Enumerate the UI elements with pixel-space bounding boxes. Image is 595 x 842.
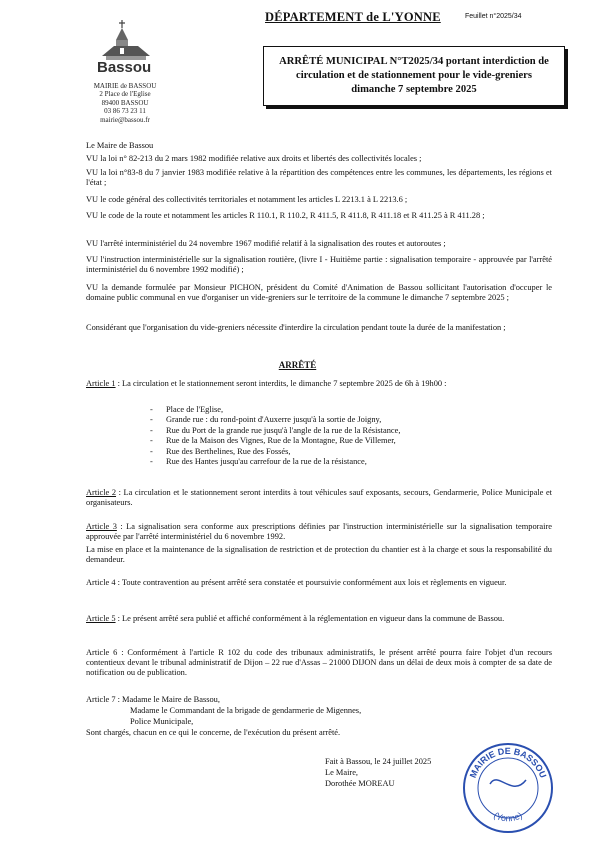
mairie-name: MAIRIE de BASSOU xyxy=(93,82,157,90)
department-heading: DÉPARTEMENT de L'YONNE xyxy=(265,10,441,24)
arrete-heading: ARRÊTÉ xyxy=(278,360,317,370)
svg-text:(Yonne) xyxy=(492,810,524,823)
vu-paragraph-4: VU le code de la route et notamment les articles R 110.1, R 110.2, R 411.5, R 411.8, R 411.18 et R 411.25 à R 411.28 ; xyxy=(86,211,485,220)
article-7-line-1: Article 7 : Madame le Maire de Bassou, xyxy=(86,695,220,704)
street-item: - Rue du Port de la grande rue jusqu'à l'angle de la rue de la Résistance, xyxy=(150,426,400,436)
article-1 xyxy=(86,379,552,389)
article-6: Article 6 : Conformément à l'article R 102 du code des tribunaux administratifs, le présent arrêté pourra faire l'objet d'un recours contentieux devant le tribunal administratif de Dijon – 22 rue d'Assas – 21000 DIJON dans un délai de deux mois à compter de sa date de notification ou de publication. xyxy=(86,648,552,678)
title-line-2: circulation et de stationnement pour le vide-greniers xyxy=(296,70,532,81)
article-2-label: Article 2 xyxy=(86,488,117,497)
article-3-label: Article 3 xyxy=(86,522,117,531)
article-3-text: : La signalisation sera conforme aux prescriptions définies par l'instruction interministérielle sur la signalisation temporaire approuvée par l'arrêté interministériel du 6 novembre 1992. xyxy=(86,522,552,542)
article-2 xyxy=(86,488,552,508)
article-5 xyxy=(86,614,552,624)
street-item: - Rue des Berthelines, Rue des Fossés, xyxy=(150,447,400,457)
signature-place-date: Fait à Bassou, le 24 juillet 2025 xyxy=(325,757,432,766)
article-4: Article 4 : Toute contravention au présent arrêté sera constatée et poursuivie conformément aux lois et règlements en vigueur. xyxy=(86,578,507,587)
mairie-street: 2 Place de l'Eglise xyxy=(99,90,151,99)
vu-paragraph-5: VU l'arrêté interministériel du 24 novembre 1967 modifié relatif à la signalisation des routes et autoroutes ; xyxy=(86,239,446,248)
vu-paragraph-7: VU la demande formulée par Monsieur PICHON, président du Comité d'Animation de Bassou sollicitant l'autorisation d'occuper le domaine public communal en vue d'organiser un vide-greniers sur le territoire de la commune le dimanche 7 septembre 2025 ; xyxy=(86,283,552,303)
signature-name: Dorothée MOREAU xyxy=(325,779,395,788)
signature-role: Le Maire, xyxy=(325,768,359,777)
street-item: - Place de l'Eglise, xyxy=(150,405,400,415)
stamp-top-text: MAIRIE DE BASSOU xyxy=(467,745,549,780)
article-1-text: : La circulation et le stationnement seront interdits, le dimanche 7 septembre 2025 de 6h à 19h00 : xyxy=(115,379,447,388)
vu-paragraph-3: VU le code général des collectivités territoriales et notamment les articles L 2213.1 à L 2213.6 ; xyxy=(86,195,408,204)
title-line-1: ARRÊTÉ MUNICIPAL N°T2025/34 portant interdiction de xyxy=(279,56,549,67)
mairie-phone: 03 86 73 23 11 xyxy=(104,107,146,116)
mairie-address xyxy=(85,82,165,124)
vu-paragraph-1: VU la loi n° 82-213 du 2 mars 1982 modifiée relative aux droits et libertés des collectivités locales ; xyxy=(86,154,422,163)
street-list xyxy=(150,405,400,467)
mairie-city: 89400 BASSOU xyxy=(101,98,149,107)
article-5-label: Article 5 xyxy=(86,614,116,623)
title-box xyxy=(263,46,565,106)
street-item: - Grande rue : du rond-point d'Auxerre jusqu'à la sortie de Joigny, xyxy=(150,415,400,425)
mairie-email: mairie@bassou.fr xyxy=(100,115,150,124)
street-item: - Rue des Hantes jusqu'au carrefour de la rue de la résistance, xyxy=(150,457,400,467)
article-7-line-2: Madame le Commandant de la brigade de gendarmerie de Migennes, xyxy=(130,706,362,715)
considerant-paragraph: Considérant que l'organisation du vide-greniers nécessite d'interdire la circulation pendant toute la durée de la manifestation ; xyxy=(86,323,506,332)
article-7-line-3: Police Municipale, xyxy=(130,717,194,726)
maire-intro: Le Maire de Bassou xyxy=(86,141,154,150)
article-5-text: : Le présent arrêté sera publié et affiché conformément à la réglementation en vigueur dans la commune de Bassou. xyxy=(115,614,505,623)
article-1-label: Article 1 xyxy=(86,379,116,388)
feuillet-number: Feuillet n°2025/34 xyxy=(465,13,522,20)
mairie-stamp-icon xyxy=(460,740,556,836)
article-2-text: : La circulation et le stationnement seront interdits à tout véhicules sauf exposants, secours, Gendarmerie, Police Municipale et organisateurs. xyxy=(86,488,552,508)
article-3 xyxy=(86,522,552,542)
article-7-line-4: Sont chargés, chacun en ce qui le concerne, de l'exécution du présent arrêté. xyxy=(86,728,341,737)
logo-wordmark: Bassou xyxy=(97,59,152,76)
stamp-bottom-text: (Yonne) xyxy=(492,810,524,824)
svg-text:MAIRIE DE BASSOU xyxy=(468,746,549,779)
vu-paragraph-6: VU l'instruction interministérielle sur la signalisation routière, (livre I - Huitième partie : signalisation temporaire - approuvée par l'arrêté interministériel du 6 novembre 1992 modifié) ; xyxy=(86,255,552,275)
street-item: - Rue de la Maison des Vignes, Rue de la Montagne, Rue de Villemer, xyxy=(150,436,400,446)
article-3-continued: La mise en place et la maintenance de la signalisation de restriction et de protection du chantier est à la charge et sous la responsabilité du demandeur. xyxy=(86,545,552,565)
vu-paragraph-2: VU la loi n°83-8 du 7 janvier 1983 modifiée relative à la répartition des compétences entre les communes, les départements, les régions et l'état ; xyxy=(86,168,552,188)
title-line-3: dimanche 7 septembre 2025 xyxy=(351,84,477,95)
